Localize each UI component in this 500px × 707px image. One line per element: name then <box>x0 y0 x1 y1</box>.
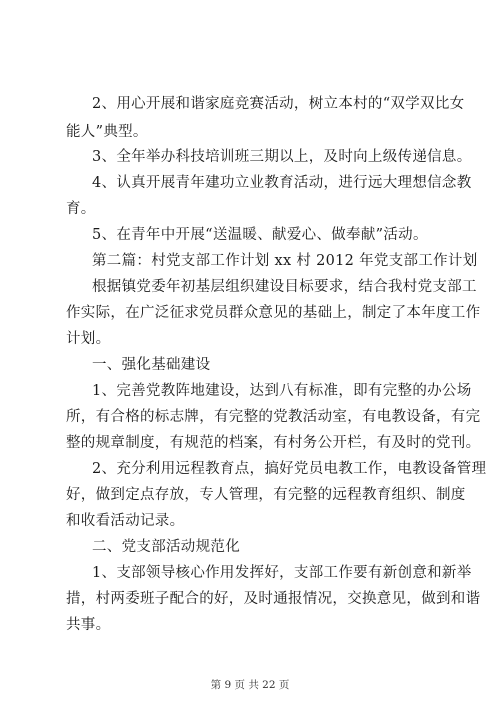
text-line: 2、用心开展和谐家庭竞赛活动，树立本村的“双学双比女 <box>92 96 465 112</box>
text-line: 根据镇党委年初基层组织建设目标要求，结合我村党支部工 <box>92 279 477 295</box>
text-line: 好，做到定点存放，专人管理，有完整的远程教育组织、制度 <box>66 487 466 503</box>
text-line: 和收看活动记录。 <box>66 513 185 529</box>
text-line: 2、充分利用远程教育点，搞好党员电教工作，电教设备管理 <box>92 461 487 477</box>
section-title: 第二篇：村党支部工作计划 xx 村 2012 年党支部工作计划 <box>92 253 478 269</box>
text-line: 计划。 <box>66 331 111 347</box>
text-line: 作实际，在广泛征求党员群众意见的基础上，制定了本年度工作 <box>66 305 481 321</box>
text-line: 育。 <box>66 201 96 217</box>
text-line: 共事。 <box>66 617 111 633</box>
text-line: 4、认真开展青年建功立业教育活动，进行远大理想信念教 <box>92 175 472 191</box>
text-line: 1、完善党教阵地建设，达到八有标准，即有完整的办公场 <box>92 383 472 399</box>
section-heading: 二、党支部活动规范化 <box>92 539 240 555</box>
section-heading: 一、强化基础建设 <box>92 357 211 373</box>
text-line: 1、支部领导核心作用发挥好，支部工作要有新创意和新举 <box>92 565 472 581</box>
text-line: 整的规章制度，有规范的档案，有村务公开栏，有及时的党刊。 <box>66 435 481 451</box>
text-line: 3、全年举办科技培训班三期以上，及时向上级传递信息。 <box>92 149 472 165</box>
text-line: 所，有合格的标志牌，有完整的党教活动室，有电教设备，有完 <box>66 409 481 425</box>
text-line: 5、在青年中开展“送温暖、献爱心、做奉献”活动。 <box>92 227 428 243</box>
page-number-footer: 第 9 页 共 22 页 <box>210 679 290 691</box>
text-line: 措，村两委班子配合的好，及时通报情况，交换意见，做到和谐 <box>66 591 481 607</box>
text-line: 能人”典型。 <box>66 124 148 140</box>
